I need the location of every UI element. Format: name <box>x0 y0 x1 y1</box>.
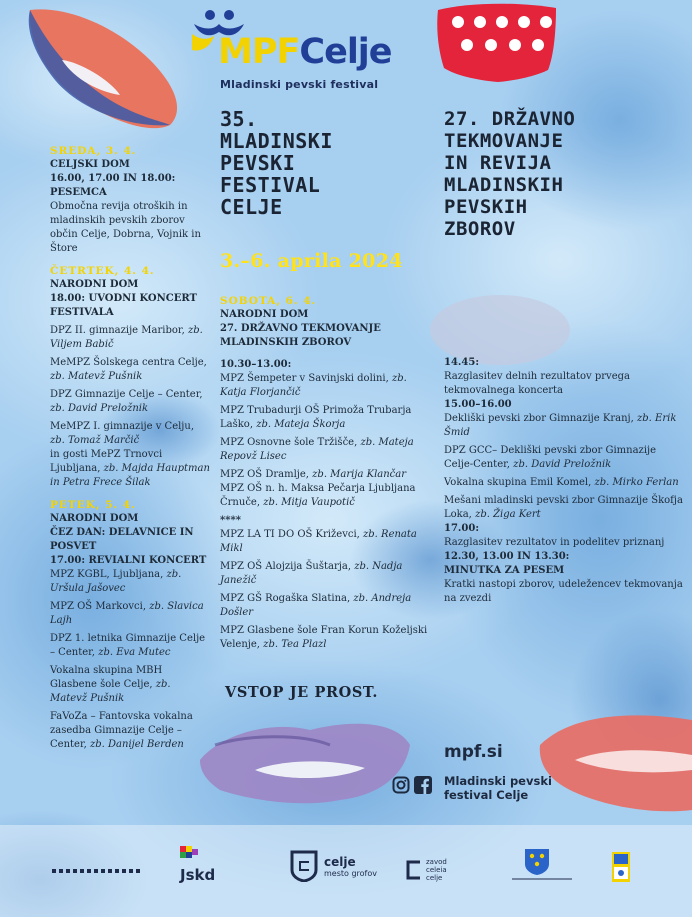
day-heading-wednesday: SREDA, 3. 4. <box>50 145 137 157</box>
choir-item: Vokalna skupina MBH Glasbene šole Celje, zb. Matevž Pušnik <box>50 665 171 704</box>
choir-item: in gosti MePZ Trnovci Ljubljana, zb. Majda Hauptman in Petra Frece Šilak <box>50 449 210 488</box>
event-title: 17.00: REVIALNI KONCERT <box>50 555 207 566</box>
celje-shield-icon <box>290 850 318 882</box>
event-title: MINUTKA ZA PESEM <box>444 565 565 576</box>
kulturnice-logo-icon <box>52 866 144 876</box>
choir-list <box>50 324 210 490</box>
coat-of-arms-icon <box>612 852 630 882</box>
event-title: 18.00: UVODNI KONCERT FESTIVALA <box>50 293 197 318</box>
choir-item: Vokalna skupina Emil Komel, zb. Mirko Ferlan <box>444 477 679 488</box>
festival-dates: 3.–6. aprila 2024 <box>220 250 403 272</box>
choir-item: MPZ OŠ Dramlje, zb. Marija Klančar <box>220 469 407 480</box>
choir-item: DPZ II. gimnazije Maribor, zb. Viljem Babič <box>50 325 203 350</box>
logo-celje: Celje <box>299 32 392 72</box>
day-heading-friday: PETEK, 5. 4. <box>50 499 136 511</box>
choir-item: DPZ GCC– Dekliški pevski zbor Gimnazije Celje-Center, zb. David Preložnik <box>444 445 657 470</box>
social-icons <box>392 776 436 795</box>
event-description: Razglasitev delnih rezultatov prvega tekmovalnega koncerta <box>444 371 630 396</box>
facebook-icon[interactable] <box>414 776 432 794</box>
choir-item: MeMPZ I. gimnazije v Celju, zb. Tomaž Marčič <box>50 421 195 446</box>
separator: **** <box>220 515 241 526</box>
festival-title: 35. MLADINSKI PEVSKI FESTIVAL CELJE <box>220 107 333 219</box>
zavod-celeia-label: zavod celeia celje <box>426 858 447 882</box>
celje-city-logo <box>290 850 377 886</box>
zavod-celeia-logo <box>406 858 447 884</box>
celje-logo-label: celje <box>324 855 356 869</box>
event-description: Kratki nastopi zborov, udeležencev tekmovanja na zvezdi <box>444 579 683 604</box>
event-description: Območna revija otroških in mladinskih pevskih zborov občin Celje, Dobrna, Vojnik in Štore <box>50 201 201 254</box>
choir-item: MPZ KGBL, Ljubljana, zb. Uršula Jašovec <box>50 569 182 594</box>
choir-list <box>220 372 430 510</box>
red-mouth-icon <box>437 4 556 82</box>
logo-tagline: Mladinski pevski festival <box>220 78 379 91</box>
event-time: 17.00: <box>444 523 480 534</box>
choir-item: Mešani mladinski pevski zbor Gimnazije Škofja Loka, zb. Žiga Kert <box>444 495 683 520</box>
choir-item: MPZ GŠ Rogaška Slatina, zb. Andreja Došler <box>220 593 412 618</box>
sponsor-logos <box>0 840 692 900</box>
day-heading-saturday: SOBOTA, 6. 4. <box>220 295 317 307</box>
choir-item: MPZ Glasbene šole Fran Korun Koželjski Velenje, zb. Tea Plazl <box>220 625 428 650</box>
venue: CELJSKI DOM <box>50 159 130 170</box>
celje-logo-sub: mesto grofov <box>324 869 377 878</box>
venue: NARODNI DOM <box>50 513 139 524</box>
choir-item: FaVoZa – Fantovska vokalna zasedba Gimnazije Celje – Center, zb. Danijel Berden <box>50 711 193 750</box>
schedule-column-right <box>444 356 684 606</box>
social-account-label: Mladinski pevski festival Celje <box>444 774 552 802</box>
website-link[interactable]: mpf.si <box>444 742 503 762</box>
instagram-icon[interactable] <box>392 776 410 794</box>
event-description: Razglasitev rezultatov in podelitev priznanj <box>444 537 665 548</box>
logo-mpf: MPF <box>218 32 300 72</box>
jskd-logo <box>180 846 215 883</box>
choir-item: DPZ 1. letnika Gimnazije Celje – Center, zb. Eva Mutec <box>50 633 206 658</box>
choir-list <box>50 568 210 752</box>
choir-item: MeMPZ Šolskega centra Celje, zb. Matevž Pušnik <box>50 357 207 382</box>
competition-title: 27. DRŽAVNO TEKMOVANJE IN REVIJA MLADINSKIH PEVSKIH ZBOROV <box>444 108 576 240</box>
event-title: PESEMCA <box>50 187 107 198</box>
free-entry-notice: VSTOP JE PROST. <box>225 684 379 701</box>
choir-item: MPZ Osnovne šole Tržišče, zb. Mateja Repovž Lisec <box>220 437 414 462</box>
event-time: 10.30–13.00: <box>220 359 292 370</box>
workshops: ČEZ DAN: DELAVNICE IN POSVET <box>50 527 194 552</box>
mestna-obcina-celje-crest-icon <box>524 848 550 876</box>
event-time: 14.45: <box>444 357 480 368</box>
choir-item: DPZ Gimnazije Celje – Center, zb. David Preložnik <box>50 389 203 414</box>
schedule-column-left <box>50 144 210 752</box>
crest-caption-line <box>512 878 572 880</box>
zavod-celeia-icon <box>406 860 422 880</box>
choir-item: MPZ OŠ Markovci, zb. Slavica Lajh <box>50 601 204 626</box>
choir-list <box>444 412 684 522</box>
choir-item: MPZ Trubadurji OŠ Primoža Trubarja Laško, zb. Mateja Škorja <box>220 405 412 430</box>
jskd-color-icon <box>180 846 202 864</box>
day-heading-thursday: ČETRTEK, 4. 4. <box>50 265 155 277</box>
choir-item: MPZ OŠ Alojzija Šuštarja, zb. Nadja Janežič <box>220 561 403 586</box>
jskd-label: Jskd <box>180 866 216 884</box>
schedule-column-middle <box>220 294 430 652</box>
venue: NARODNI DOM <box>220 309 309 320</box>
event-title: 27. DRŽAVNO TEKMOVANJE MLADINSKIH ZBOROV <box>220 323 381 348</box>
choir-item: MPZ Šempeter v Savinjski dolini, zb. Katja Florjančič <box>220 373 407 398</box>
mpf-celje-logo <box>186 6 416 92</box>
choir-item: Dekliški pevski zbor Gimnazije Kranj, zb. Erik Šmid <box>444 413 677 438</box>
choir-item: MPZ OŠ n. h. Maksa Pečarja Ljubljana Črnuče, zb. Mitja Vaupotič <box>220 483 416 508</box>
event-time: 15.00–16.00 <box>444 399 512 410</box>
event-time: 12.30, 13.00 IN 13.30: <box>444 551 570 562</box>
event-time: 16.00, 17.00 IN 18.00: <box>50 173 176 184</box>
choir-item: MPZ LA TI DO OŠ Križevci, zb. Renata Mikl <box>220 529 417 554</box>
venue: NARODNI DOM <box>50 279 139 290</box>
choir-list <box>220 528 430 652</box>
